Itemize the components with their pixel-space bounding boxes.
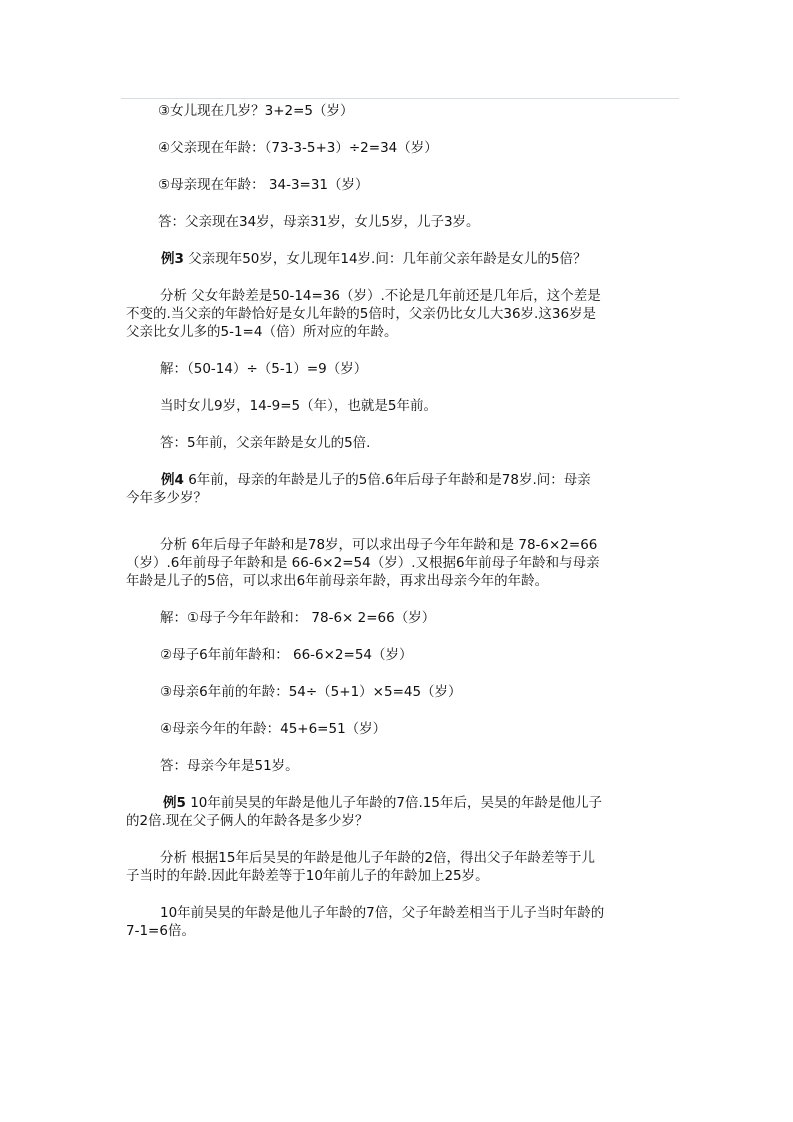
answer-4: 答：母亲今年是51岁。	[160, 758, 299, 774]
analysis-3-line-3: 父亲比女儿多的5-1=4（倍）所对应的年龄。	[126, 324, 398, 340]
analysis-5-line-1: 分析 根据15年后吴昊的年龄是他儿子年龄的2倍，得出父子年龄差等于儿	[160, 850, 596, 866]
step-4-father-age: ④父亲现在年龄：（73-3-5+3）÷2=34（岁）	[158, 140, 438, 156]
analysis-5-line-2: 子当时的年龄.因此年龄差等于10年前儿子的年龄加上25岁。	[126, 868, 489, 884]
answer-2: 答：父亲现在34岁，母亲31岁，女儿5岁，儿子3岁。	[158, 214, 480, 230]
example-4-label: 例4	[161, 472, 184, 488]
example-3-label: 例3	[161, 251, 184, 267]
answer-3: 答：5年前，父亲年龄是女儿的5倍.	[160, 435, 371, 451]
solution-3-detail: 当时女儿9岁，14-9=5（年），也就是5年前。	[160, 398, 437, 414]
analysis-4-line-2: （岁）.6年前母子年龄和是 66-6×2=54（岁）.又根据6年前母子年龄和与母亲	[126, 555, 600, 571]
solution-4-step-3: ③母亲6年前的年龄：54÷（5+1）×5=45（岁）	[160, 684, 462, 700]
example-5-question-line-2: 的2倍.现在父子俩人的年龄各是多少岁？	[126, 813, 369, 829]
example-4-question-line-1: 例4 6年前，母亲的年龄是儿子的5倍.6年后母子年龄和是78岁.问：母亲	[161, 472, 591, 488]
analysis-5-line-4: 7-1=6倍。	[126, 923, 195, 939]
step-3-daughter-age: ③女儿现在几岁？3+2=5（岁）	[158, 103, 354, 119]
example-4-question-line-2: 今年多少岁？	[126, 490, 207, 506]
analysis-5-line-3: 10年前吴昊的年龄是他儿子年龄的7倍，父子年龄差相当于儿子当时年龄的	[160, 905, 605, 921]
example-5-question-line-1: 例5 10年前吴昊的年龄是他儿子年龄的7倍.15年后，吴昊的年龄是他儿子	[163, 795, 602, 811]
solution-4-step-4: ④母亲今年的年龄：45+6=51（岁）	[160, 721, 387, 737]
example-5-label: 例5	[163, 795, 186, 811]
analysis-3-line-2: 不变的.当父亲的年龄恰好是女儿年龄的5倍时，父亲仍比女儿大36岁.这36岁是	[126, 306, 597, 322]
analysis-3-line-1: 分析 父女年龄差是50-14=36（岁）.不论是几年前还是几年后，这个差是	[160, 288, 601, 304]
example-3-question: 例3 父亲现年50岁，女儿现年14岁.问：几年前父亲年龄是女儿的5倍？	[161, 251, 587, 267]
step-5-mother-age: ⑤母亲现在年龄： 34-3=31（岁）	[158, 177, 369, 193]
header-rule	[121, 98, 679, 99]
solution-4-step-1: 解：①母子今年年龄和： 78-6× 2=66（岁）	[160, 610, 436, 626]
analysis-4-line-3: 年龄是儿子的5倍，可以求出6年前母亲年龄，再求出母亲今年的年龄。	[126, 573, 549, 589]
solution-4-step-2: ②母子6年前年龄和： 66-6×2=54（岁）	[160, 647, 413, 663]
solution-3: 解：（50-14）÷（5-1）=9（岁）	[160, 361, 368, 377]
analysis-4-line-1: 分析 6年后母子年龄和是78岁，可以求出母子今年年龄和是 78-6×2=66	[160, 537, 598, 553]
